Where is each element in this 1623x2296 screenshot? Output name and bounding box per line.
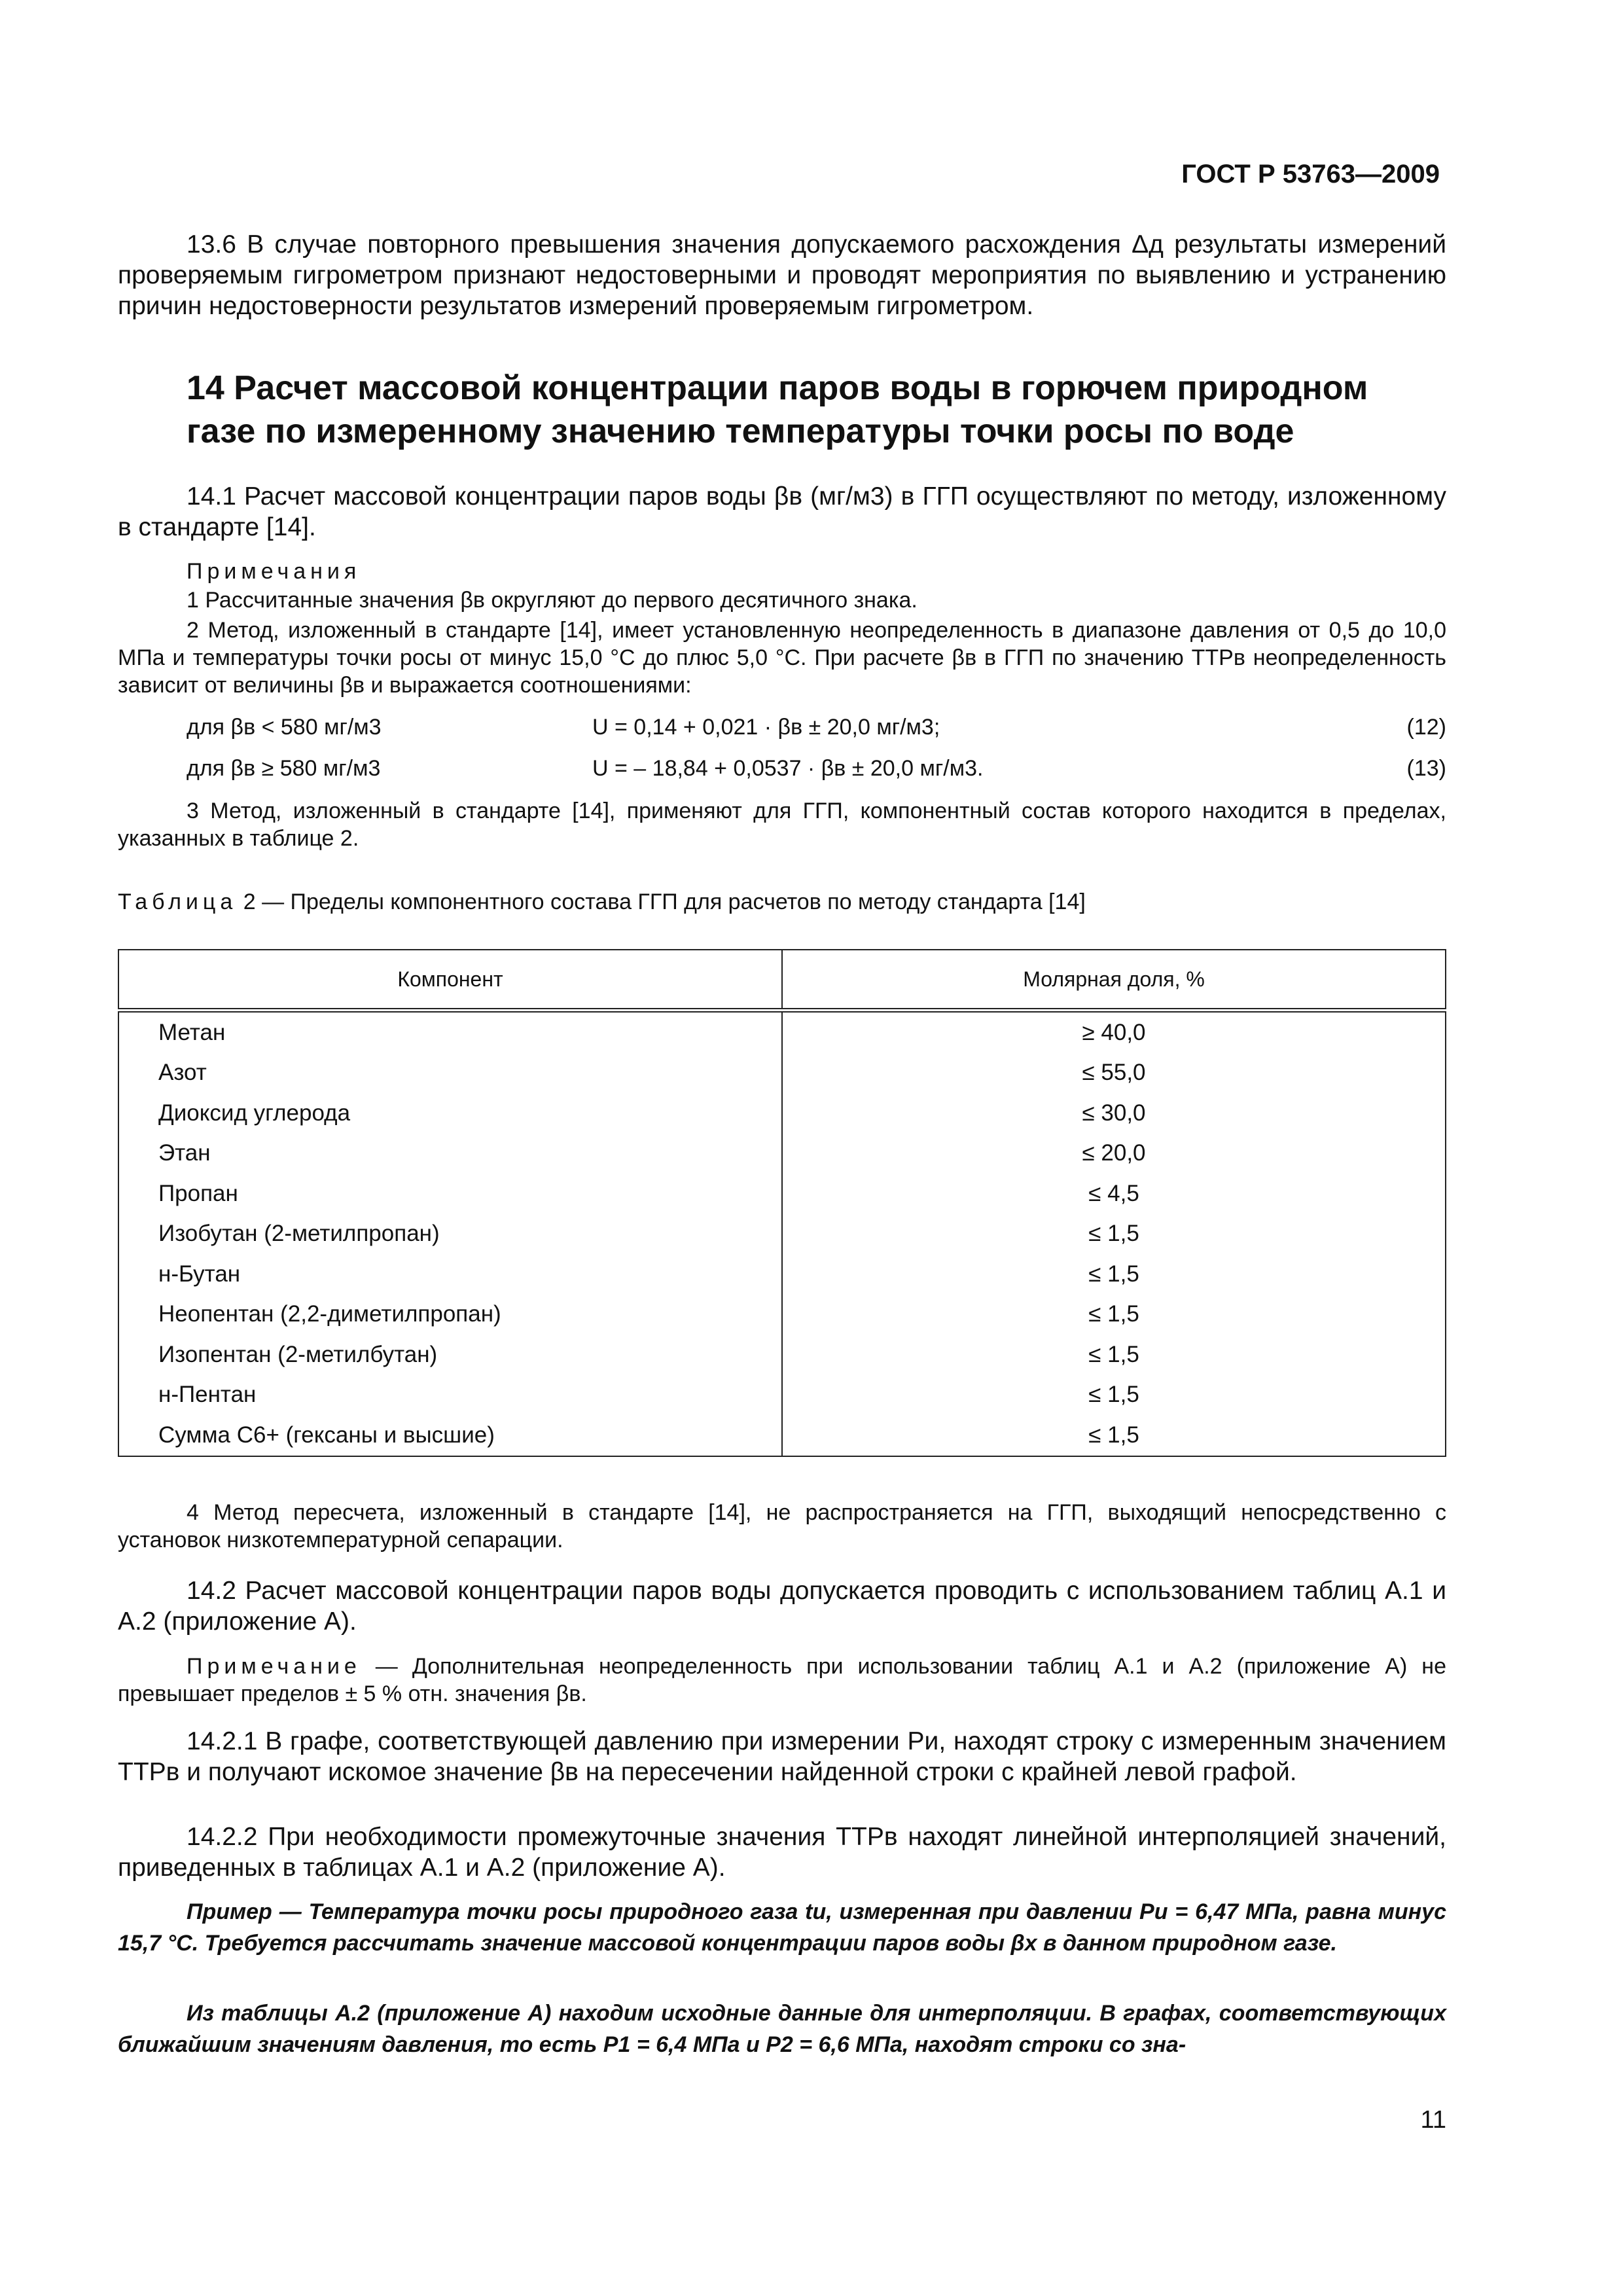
table-caption-text: 2 — Пределы компонентного состава ГГП для расчетов по методу стандарта [14] — [237, 889, 1086, 914]
mole-fraction-value: ≤ 55,0 — [782, 1053, 1446, 1094]
formula-12-condition: для βв < 580 мг/м3 — [187, 715, 382, 740]
table-row — [118, 1254, 1446, 1295]
note-label: Примечание — [187, 1654, 361, 1679]
section-14-title: 14 Расчет массовой концентрации паров воды в горючем природном газе по измеренному значению температуры точки росы по воде — [187, 369, 1368, 450]
mole-fraction-value: ≤ 1,5 — [782, 1254, 1446, 1295]
component-name: Диоксид углерода — [118, 1093, 782, 1134]
formula-13-number: (13) — [1406, 756, 1446, 781]
mole-fraction-value: ≤ 1,5 — [782, 1335, 1446, 1375]
table-row — [118, 1214, 1446, 1255]
mole-fraction-value: ≥ 40,0 — [782, 1011, 1446, 1053]
component-name: н-Пентан — [118, 1375, 782, 1416]
table-row — [118, 1335, 1446, 1375]
note-body: — Дополнительная неопределенность при использовании таблиц А.1 и А.2 (приложение А) не превышает пределов ± 5 % отн. значения βв. — [118, 1654, 1446, 1706]
table-row — [118, 1093, 1446, 1134]
table-caption-label: Таблица — [118, 889, 238, 914]
notes-heading: Примечания — [187, 559, 361, 584]
component-name: н-Бутан — [118, 1254, 782, 1295]
mole-fraction-value: ≤ 4,5 — [782, 1174, 1446, 1214]
mole-fraction-value: ≤ 1,5 — [782, 1375, 1446, 1416]
formula-12-expression: U = 0,14 + 0,021 · βв ± 20,0 мг/м3; — [592, 715, 940, 740]
table-row — [118, 1295, 1446, 1335]
component-name: Пропан — [118, 1174, 782, 1214]
paragraph-14-2-1: 14.2.1 В графе, соответствующей давлению при измерении Ри, находят строку с измеренным значением ТТРв и получают искомое значение βв на пересечении найденной строки с крайней левой графой. — [118, 1727, 1446, 1786]
paragraph-14-1: 14.1 Расчет массовой концентрации паров воды βв (мг/м3) в ГГП осуществляют по методу, изложенному в стандарте [14]. — [118, 482, 1446, 541]
component-name: Метан — [118, 1011, 782, 1053]
paragraph-14-2-2: 14.2.2 При необходимости промежуточные значения ТТРв находят линейной интерполяцией значений, приведенных в таблицах А.1 и А.2 (приложение А). — [118, 1823, 1446, 1882]
formula-13-condition: для βв ≥ 580 мг/м3 — [187, 756, 381, 781]
table-row — [118, 1134, 1446, 1174]
mole-fraction-value: ≤ 1,5 — [782, 1295, 1446, 1335]
mole-fraction-value: ≤ 30,0 — [782, 1093, 1446, 1134]
note-1: 1 Рассчитанные значения βв округляют до первого десятичного знака. — [187, 588, 918, 613]
table-row — [118, 1415, 1446, 1456]
component-name: Этан — [118, 1134, 782, 1174]
formula-13-expression: U = – 18,84 + 0,0537 · βв ± 20,0 мг/м3. — [592, 756, 984, 781]
mole-fraction-value: ≤ 20,0 — [782, 1134, 1446, 1174]
component-name: Изопентан (2-метилбутан) — [118, 1335, 782, 1375]
note-2: 2 Метод, изложенный в стандарте [14], имеет установленную неопределенность в диапазоне давления от 0,5 до 10,0 МПа и температуры точки росы от минус 15,0 °С до плюс 5,0 °С. При расчете βв в ГГП по значению ТТРв неопределенность зависит от величины βв и выражается соотношениями: — [118, 618, 1446, 698]
note-3: 3 Метод, изложенный в стандарте [14], применяют для ГГП, компонентный состав которого находится в пределах, указанных в таблице 2. — [118, 798, 1446, 851]
table-row — [118, 1174, 1446, 1214]
component-name: Азот — [118, 1053, 782, 1094]
table-header-row — [118, 950, 1446, 1011]
note-14-2 — [118, 1653, 1446, 1708]
page-number: 11 — [1420, 2106, 1446, 2134]
note-4: 4 Метод пересчета, изложенный в стандарте [14], не распространяется на ГГП, выходящий непосредственно с установок низкотемпературной сепарации. — [118, 1500, 1446, 1552]
component-name: Сумма C6+ (гексаны и высшие) — [118, 1415, 782, 1456]
formula-12-number: (12) — [1406, 715, 1446, 740]
column-header-component: Компонент — [118, 950, 782, 1011]
paragraph-14-2: 14.2 Расчет массовой концентрации паров воды допускается проводить с использованием таблиц А.1 и А.2 (приложение А). — [118, 1577, 1446, 1636]
example-continuation: Из таблицы А.2 (приложение А) находим исходные данные для интерполяции. В графах, соответствующих ближайшим значениям давления, то есть P1 = 6,4 МПа и P2 = 6,6 МПа, находят строки со зна- — [118, 2001, 1446, 2057]
table-2-caption — [118, 888, 1086, 916]
mole-fraction-value: ≤ 1,5 — [782, 1214, 1446, 1255]
component-name: Неопентан (2,2-диметилпропан) — [118, 1295, 782, 1335]
components-table — [118, 949, 1446, 1457]
paragraph-13-6: 13.6 В случае повторного превышения значения допускаемого расхождения Δд результаты измерений проверяемым гигрометром признают недостоверными и проводят мероприятия по выявлению и устранению причин недостоверности результатов измерений проверяемым гигрометром. — [118, 230, 1446, 320]
mole-fraction-value: ≤ 1,5 — [782, 1415, 1446, 1456]
table-row — [118, 1053, 1446, 1094]
example-paragraph: Пример — Температура точки росы природного газа tи, измеренная при давлении Pи = 6,47 МПа, равна минус 15,7 °С. Требуется рассчитать значение массовой концентрации паров воды βx в данном природном газе. — [118, 1899, 1446, 1956]
component-name: Изобутан (2-метилпропан) — [118, 1214, 782, 1255]
column-header-mole-fraction: Молярная доля, % — [782, 950, 1446, 1011]
table-row — [118, 1011, 1446, 1053]
table-row — [118, 1375, 1446, 1416]
document-code: ГОСТ Р 53763—2009 — [1181, 160, 1440, 188]
